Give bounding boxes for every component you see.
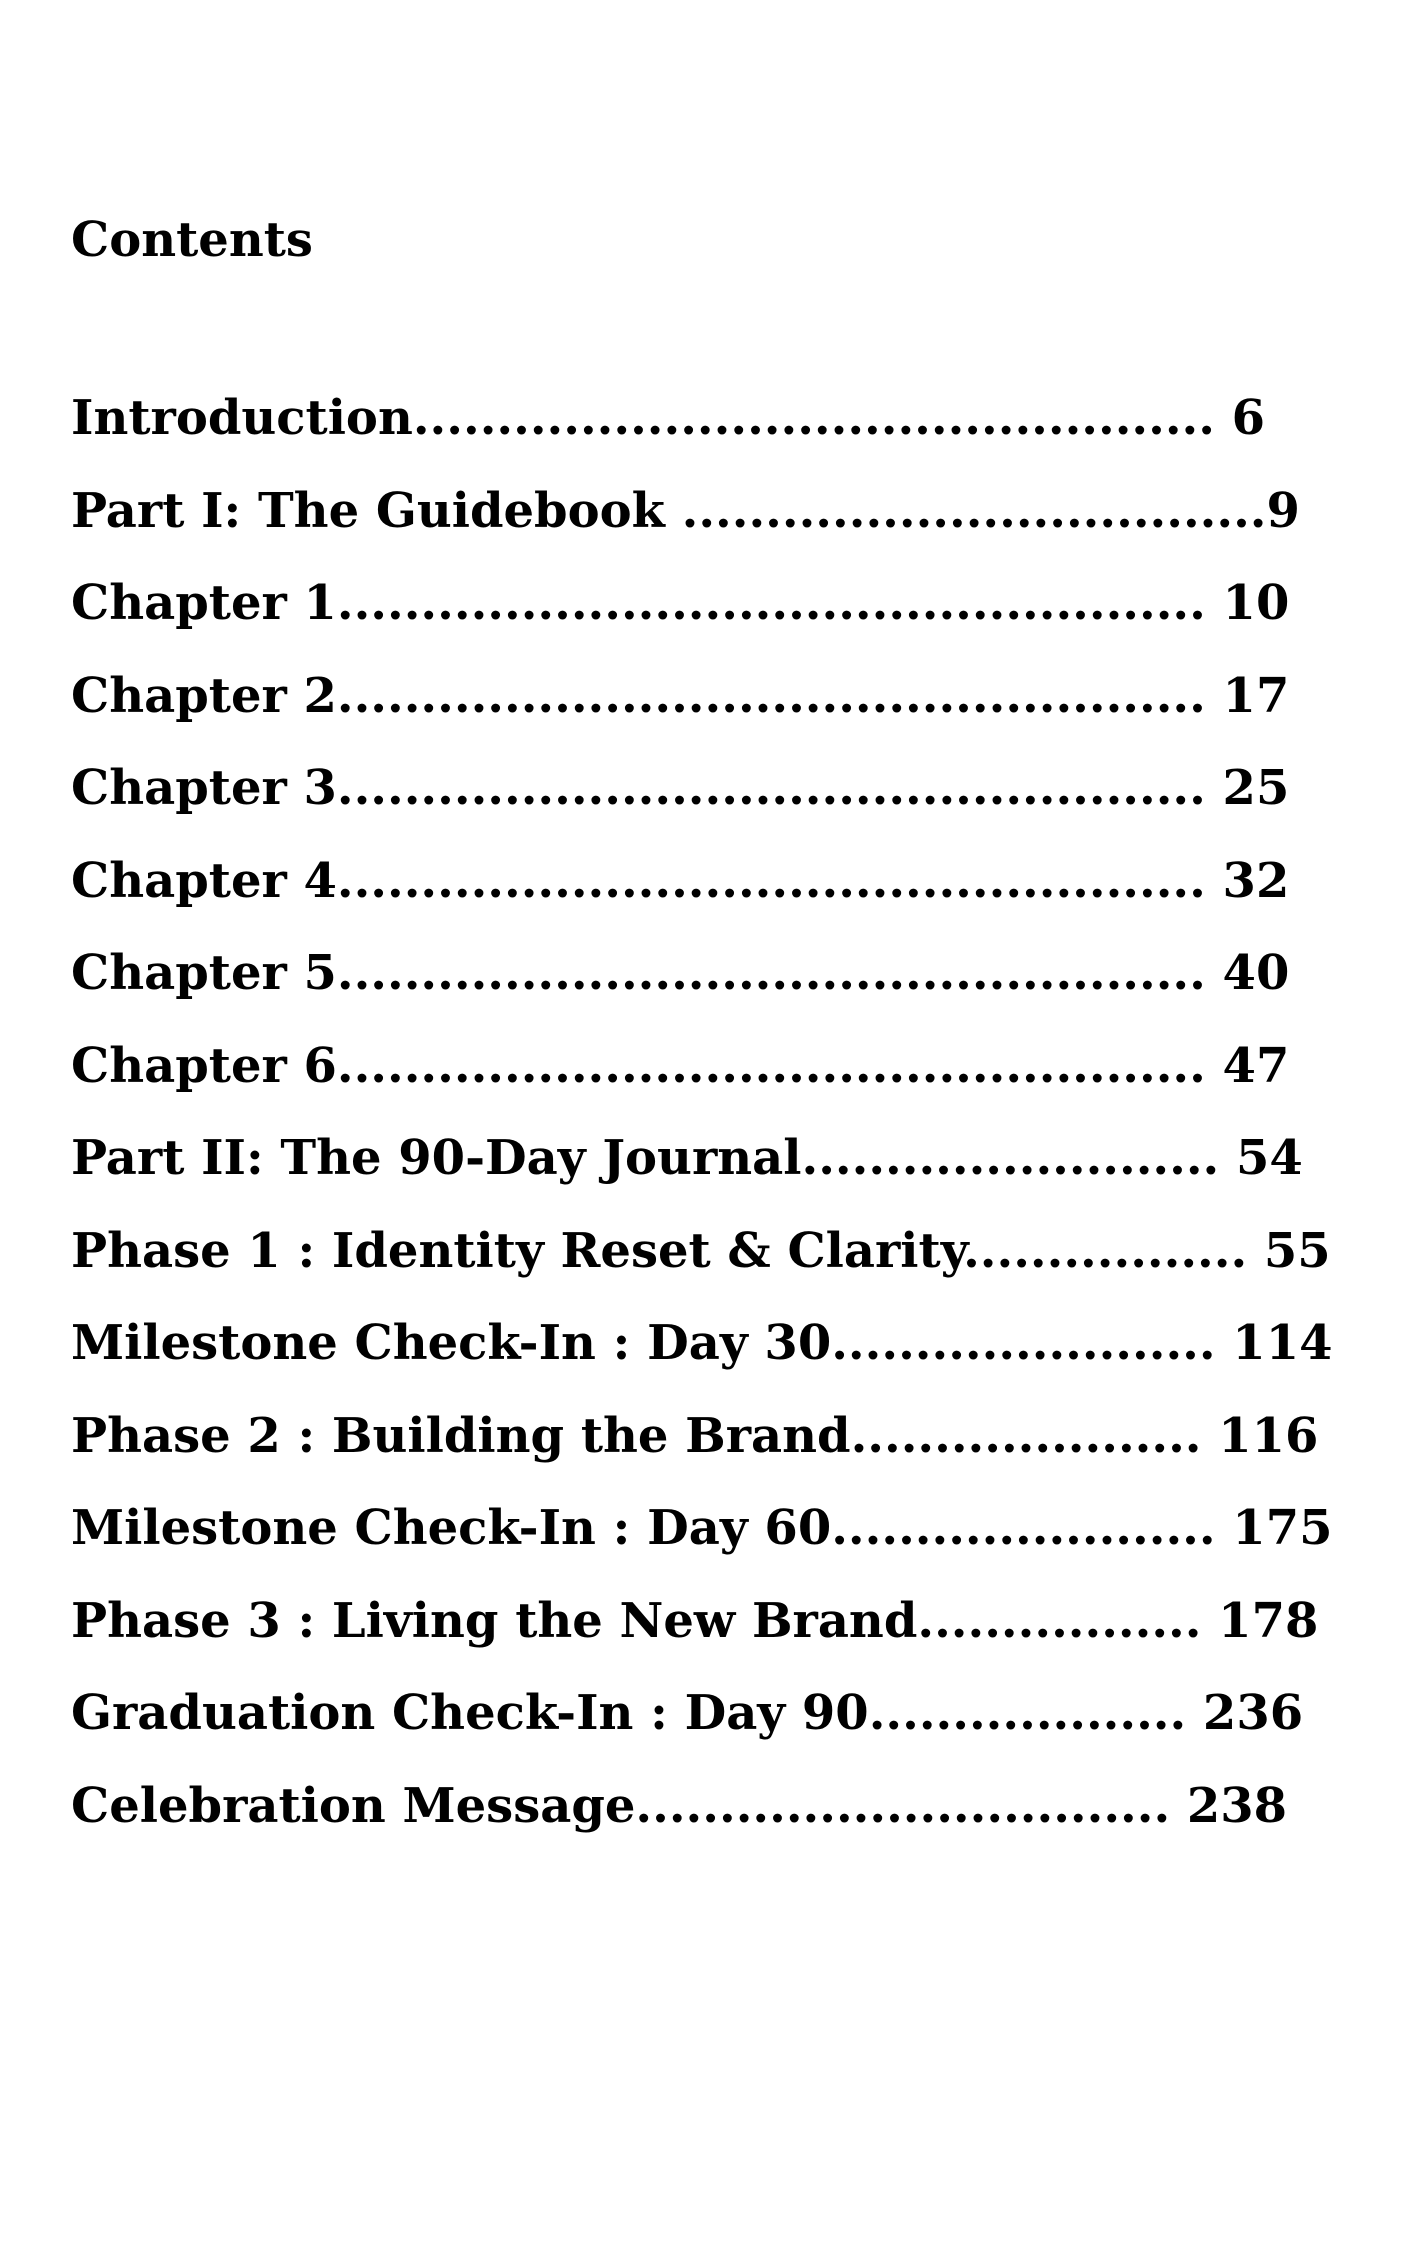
toc-page-number: 40 xyxy=(1205,945,1290,1001)
toc-entry-label: Phase 3 : Living the New Brand xyxy=(71,1592,918,1649)
toc-dot-leader: .................................................... xyxy=(336,760,1206,816)
toc-page-number: 116 xyxy=(1201,1407,1319,1464)
toc-entry-label: Chapter 4 xyxy=(71,852,337,909)
toc-entry-label: Introduction xyxy=(71,390,413,446)
toc-entry xyxy=(71,664,1341,757)
toc-entry-label: Chapter 2 xyxy=(71,667,337,724)
toc-dot-leader: .................................................... xyxy=(336,852,1206,909)
toc-entry-label: Graduation Check-In : Day 90 xyxy=(71,1685,869,1741)
table-of-contents xyxy=(71,386,1341,1866)
toc-page-number: 32 xyxy=(1205,852,1290,909)
toc-entry xyxy=(71,1404,1341,1497)
toc-page-number: 25 xyxy=(1205,760,1290,816)
toc-page-number: 178 xyxy=(1201,1592,1319,1649)
toc-entry xyxy=(71,1311,1341,1404)
toc-entry xyxy=(71,1126,1341,1219)
toc-page-number: 55 xyxy=(1247,1222,1331,1279)
toc-dot-leader: ................... xyxy=(868,1685,1187,1741)
toc-page-number: 6 xyxy=(1214,390,1266,446)
toc-dot-leader: ................. xyxy=(917,1592,1202,1649)
toc-entry xyxy=(71,571,1341,664)
toc-entry-label: Chapter 6 xyxy=(71,1037,337,1094)
toc-entry xyxy=(71,1681,1341,1774)
toc-page-number: 17 xyxy=(1205,667,1290,724)
toc-dot-leader: .................................................... xyxy=(336,667,1206,724)
toc-page-number: 114 xyxy=(1215,1315,1333,1371)
toc-entry-label: Part II: The 90-Day Journal xyxy=(71,1130,802,1186)
toc-entry xyxy=(71,756,1341,849)
toc-entry-label: Part I: The Guidebook xyxy=(71,482,665,539)
toc-entry-label: Chapter 3 xyxy=(71,760,337,816)
toc-entry-label: Phase 2 : Building the Brand xyxy=(71,1407,851,1464)
toc-entry xyxy=(71,1219,1341,1312)
toc-entry xyxy=(71,479,1341,572)
toc-dot-leader: ................................................ xyxy=(412,390,1215,446)
toc-page-number: 175 xyxy=(1215,1500,1333,1556)
toc-entry-label: Chapter 1 xyxy=(71,575,337,631)
toc-entry-label: Milestone Check-In : Day 60 xyxy=(71,1500,832,1556)
toc-dot-leader: ....................... xyxy=(831,1315,1216,1371)
toc-page-number: 10 xyxy=(1205,575,1290,631)
toc-dot-leader: .................................................... xyxy=(336,1037,1206,1094)
toc-entry xyxy=(71,941,1341,1034)
contents-heading: Contents xyxy=(71,212,313,268)
toc-dot-leader: ..................... xyxy=(850,1407,1202,1464)
toc-entry xyxy=(71,1034,1341,1127)
toc-entry xyxy=(71,386,1341,479)
toc-page-number: 54 xyxy=(1219,1130,1303,1186)
toc-dot-leader: ................................ xyxy=(635,1777,1171,1834)
toc-dot-leader: ................. xyxy=(963,1222,1248,1279)
toc-page-number: 238 xyxy=(1170,1777,1288,1834)
toc-dot-leader: ......................... xyxy=(801,1130,1220,1186)
toc-entry-label: Milestone Check-In : Day 30 xyxy=(71,1315,832,1371)
toc-entry-label: Phase 1 : Identity Reset & Clarity xyxy=(71,1222,964,1279)
toc-page-number: 9 xyxy=(1266,482,1300,539)
toc-dot-leader: ....................... xyxy=(831,1500,1216,1556)
toc-entry-label: Chapter 5 xyxy=(71,945,337,1001)
toc-page-number: 236 xyxy=(1186,1685,1304,1741)
toc-entry-label: Celebration Message xyxy=(71,1777,636,1834)
toc-entry xyxy=(71,849,1341,942)
toc-entry xyxy=(71,1496,1341,1589)
toc-entry xyxy=(71,1589,1341,1682)
toc-dot-leader: .................................................... xyxy=(336,945,1206,1001)
toc-dot-leader: .................................................... xyxy=(336,575,1206,631)
toc-page-number: 47 xyxy=(1205,1037,1290,1094)
toc-entry xyxy=(71,1774,1341,1867)
toc-dot-leader: ................................... xyxy=(664,482,1267,539)
